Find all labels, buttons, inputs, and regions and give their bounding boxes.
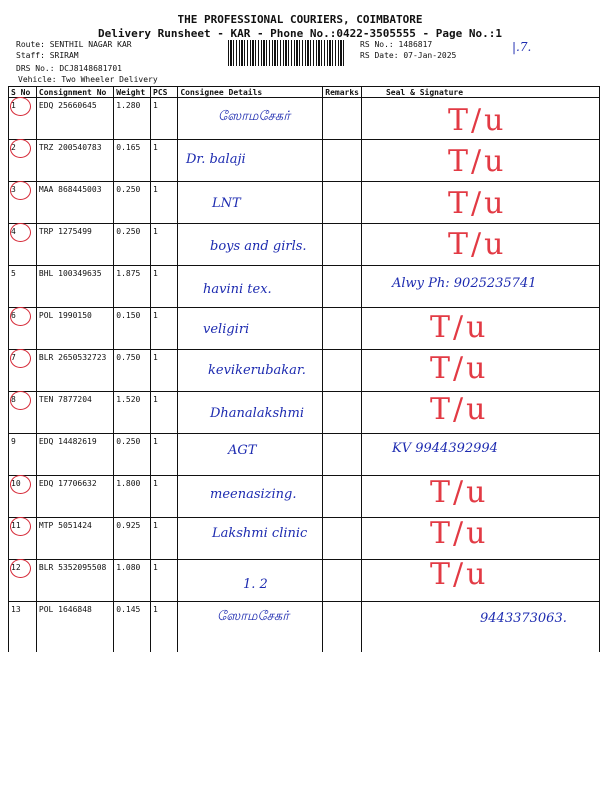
pcs-cell xyxy=(151,560,178,602)
consignment-text: MTP 5051424 xyxy=(38,521,92,530)
pcs-cell xyxy=(151,140,178,182)
table-row xyxy=(9,476,600,518)
col-remarks: Remarks xyxy=(323,87,362,98)
consignment-cell xyxy=(36,602,113,653)
receiver-note: 9443373063. xyxy=(480,610,567,626)
weight-text: 0.925 xyxy=(116,521,141,530)
pcs-cell xyxy=(151,266,178,308)
pcs-cell xyxy=(151,224,178,266)
consignee-handwriting: 1. 2 xyxy=(243,577,268,593)
consignment-cell xyxy=(36,224,113,266)
pcs-cell xyxy=(151,476,178,518)
pcs-cell xyxy=(151,518,178,560)
sno-text: 1 xyxy=(11,101,16,110)
remarks-cell xyxy=(323,602,362,653)
receiver-signature: T/u xyxy=(430,557,489,593)
sno-cell xyxy=(9,266,37,308)
weight-cell xyxy=(114,476,151,518)
pcs-cell xyxy=(151,308,178,350)
consignee-handwriting: boys and girls. xyxy=(210,238,307,254)
pcs-text: 1 xyxy=(153,395,158,404)
weight-cell xyxy=(114,392,151,434)
receiver-signature: T/u xyxy=(430,516,489,551)
remarks-cell xyxy=(323,392,362,434)
remarks-cell xyxy=(323,560,362,602)
weight-text: 1.280 xyxy=(116,101,141,110)
sno-cell xyxy=(9,560,37,602)
pcs-text: 1 xyxy=(153,479,158,488)
sno-text: 7 xyxy=(11,353,16,362)
remarks-cell xyxy=(323,140,362,182)
remarks-cell xyxy=(323,224,362,266)
consignee-cell xyxy=(178,182,323,224)
weight-cell xyxy=(114,224,151,266)
consignee-handwriting: kevikerubakar. xyxy=(208,362,306,378)
pcs-cell xyxy=(151,602,178,653)
circled-mark xyxy=(10,181,31,200)
table-row xyxy=(9,98,600,140)
consignment-cell xyxy=(36,434,113,476)
pcs-text: 1 xyxy=(153,353,158,362)
table-row xyxy=(9,602,600,653)
company-title: THE PROFESSIONAL COURIERS, COIMBATORE xyxy=(177,13,423,26)
consignee-handwriting: ஸோமசேகர் xyxy=(218,109,290,124)
circled-mark xyxy=(10,223,31,242)
rs-number: RS No.: 1486817 xyxy=(360,40,433,49)
col-signature: Seal & Signature xyxy=(361,87,599,98)
sno-cell xyxy=(9,350,37,392)
sno-cell xyxy=(9,140,37,182)
circled-mark xyxy=(10,517,31,536)
weight-text: 1.080 xyxy=(116,563,141,572)
circled-mark xyxy=(10,391,31,410)
pcs-text: 1 xyxy=(153,185,158,194)
consignment-cell xyxy=(36,266,113,308)
staff-label: Staff: SRIRAM xyxy=(16,51,79,60)
col-pcs: PCS xyxy=(151,87,178,98)
weight-cell xyxy=(114,308,151,350)
pcs-text: 1 xyxy=(153,521,158,530)
sno-cell xyxy=(9,518,37,560)
weight-text: 0.250 xyxy=(116,185,141,194)
consignment-cell xyxy=(36,350,113,392)
circled-mark xyxy=(10,97,31,116)
consignment-cell xyxy=(36,140,113,182)
pcs-cell xyxy=(151,350,178,392)
sno-cell xyxy=(9,182,37,224)
table-row xyxy=(9,392,600,434)
weight-cell xyxy=(114,518,151,560)
circled-mark xyxy=(10,139,31,158)
pcs-text: 1 xyxy=(153,101,158,110)
weight-text: 0.150 xyxy=(116,311,141,320)
pcs-cell xyxy=(151,392,178,434)
weight-cell xyxy=(114,98,151,140)
consignee-handwriting: havini tex. xyxy=(203,282,272,298)
drs-label: DRS No.: DCJ8148681701 xyxy=(16,64,122,73)
circled-mark xyxy=(10,559,31,578)
consignee-handwriting: Dhanalakshmi xyxy=(210,406,304,422)
rs-date: RS Date: 07-Jan-2025 xyxy=(360,51,457,60)
sno-cell xyxy=(9,392,37,434)
sno-text: 2 xyxy=(11,143,16,152)
consignment-cell xyxy=(36,182,113,224)
circled-mark xyxy=(10,475,31,494)
route-label: Route: SENTHIL NAGAR KAR xyxy=(16,40,132,49)
sno-cell xyxy=(9,308,37,350)
pcs-cell xyxy=(151,434,178,476)
circled-mark xyxy=(10,349,31,368)
consignment-text: MAA 868445003 xyxy=(38,185,102,194)
weight-text: 1.875 xyxy=(116,269,141,278)
consignment-cell xyxy=(36,98,113,140)
circled-mark xyxy=(10,307,31,326)
col-consignee: Consignee Details xyxy=(178,87,323,98)
consignment-cell xyxy=(36,392,113,434)
sno-text: 3 xyxy=(11,185,16,194)
weight-cell xyxy=(114,266,151,308)
consignee-handwriting: Dr. balaji xyxy=(186,152,246,168)
receiver-note: Alwy Ph: 9025235741 xyxy=(392,276,537,292)
consignment-text: EDQ 25660645 xyxy=(38,101,97,110)
receiver-signature: T/u xyxy=(430,309,489,345)
consignment-text: EDQ 14482619 xyxy=(38,437,97,446)
weight-cell xyxy=(114,434,151,476)
signature-cell xyxy=(361,602,599,653)
table-row xyxy=(9,182,600,224)
receiver-signature: T/u xyxy=(448,103,507,138)
col-consignment: Consignment No xyxy=(36,87,113,98)
consignment-cell xyxy=(36,560,113,602)
consignment-text: BHL 100349635 xyxy=(38,269,102,278)
consignment-text: EDQ 17706632 xyxy=(38,479,97,488)
weight-text: 1.520 xyxy=(116,395,141,404)
receiver-note: KV 9944392994 xyxy=(392,441,498,457)
weight-cell xyxy=(114,602,151,653)
consignment-text: BLR 5352095508 xyxy=(38,563,107,572)
sno-cell xyxy=(9,476,37,518)
weight-text: 0.250 xyxy=(116,437,141,446)
remarks-cell xyxy=(323,518,362,560)
remarks-cell xyxy=(323,182,362,224)
pcs-text: 1 xyxy=(153,311,158,320)
consignment-text: POL 1990150 xyxy=(38,311,92,320)
consignee-cell xyxy=(178,308,323,350)
sno-text: 12 xyxy=(11,563,21,572)
consignee-handwriting: ஸோமசேகர் xyxy=(217,608,289,624)
consignment-text: BLR 2650532723 xyxy=(38,353,107,362)
table-row xyxy=(9,434,600,476)
pcs-text: 1 xyxy=(153,605,158,614)
remarks-cell xyxy=(323,266,362,308)
receiver-signature: T/u xyxy=(430,392,489,428)
pcs-text: 1 xyxy=(153,269,158,278)
weight-text: 0.750 xyxy=(116,353,141,362)
weight-cell xyxy=(114,182,151,224)
receiver-signature: T/u xyxy=(448,226,507,262)
weight-text: 0.250 xyxy=(116,227,141,236)
vehicle-label: Vehicle: Two Wheeler Delivery xyxy=(18,75,158,84)
remarks-cell xyxy=(323,434,362,476)
table-row xyxy=(9,140,600,182)
receiver-signature: T/u xyxy=(448,185,507,221)
weight-cell xyxy=(114,560,151,602)
sno-text: 6 xyxy=(11,311,16,320)
remarks-cell xyxy=(323,350,362,392)
col-sno: S No xyxy=(9,87,37,98)
weight-text: 0.165 xyxy=(116,143,141,152)
consignment-text: TRZ 200540783 xyxy=(38,143,102,152)
consignee-handwriting: Lakshmi clinic xyxy=(212,526,308,541)
sno-text: 5 xyxy=(11,269,16,278)
consignee-handwriting: LNT xyxy=(212,195,241,211)
col-weight: Weight xyxy=(114,87,151,98)
receiver-signature: T/u xyxy=(430,350,489,386)
corner-mark: |.7. xyxy=(512,40,532,54)
receiver-signature: T/u xyxy=(430,474,489,510)
receiver-signature: T/u xyxy=(448,144,507,180)
consignment-text: POL 1646848 xyxy=(38,605,92,614)
pcs-cell xyxy=(151,98,178,140)
remarks-cell xyxy=(323,98,362,140)
consignee-handwriting: meenasizing. xyxy=(210,486,297,502)
remarks-cell xyxy=(323,476,362,518)
pcs-text: 1 xyxy=(153,437,158,446)
sno-text: 4 xyxy=(11,227,16,236)
consignment-text: TRP 1275499 xyxy=(38,227,92,236)
consignment-cell xyxy=(36,476,113,518)
sno-text: 10 xyxy=(11,479,21,488)
sno-cell xyxy=(9,98,37,140)
sno-cell xyxy=(9,224,37,266)
weight-text: 1.800 xyxy=(116,479,141,488)
sno-text: 9 xyxy=(11,437,16,446)
pcs-text: 1 xyxy=(153,143,158,152)
table-row xyxy=(9,308,600,350)
sno-text: 11 xyxy=(11,521,21,530)
consignee-handwriting: AGT xyxy=(228,443,257,459)
consignment-cell xyxy=(36,518,113,560)
sno-cell xyxy=(9,434,37,476)
weight-cell xyxy=(114,140,151,182)
weight-cell xyxy=(114,350,151,392)
consignee-handwriting: veligiri xyxy=(203,321,250,337)
table-row xyxy=(9,560,600,602)
sno-cell xyxy=(9,602,37,653)
consignment-text: TEN 7877204 xyxy=(38,395,92,404)
barcode xyxy=(228,40,346,66)
sno-text: 13 xyxy=(11,605,21,614)
runsheet-subtitle: Delivery Runsheet - KAR - Phone No.:0422-3505555 - Page No.:1 xyxy=(98,27,502,40)
sno-text: 8 xyxy=(11,395,16,404)
weight-text: 0.145 xyxy=(116,605,141,614)
remarks-cell xyxy=(323,308,362,350)
pcs-cell xyxy=(151,182,178,224)
consignment-cell xyxy=(36,308,113,350)
pcs-text: 1 xyxy=(153,563,158,572)
pcs-text: 1 xyxy=(153,227,158,236)
